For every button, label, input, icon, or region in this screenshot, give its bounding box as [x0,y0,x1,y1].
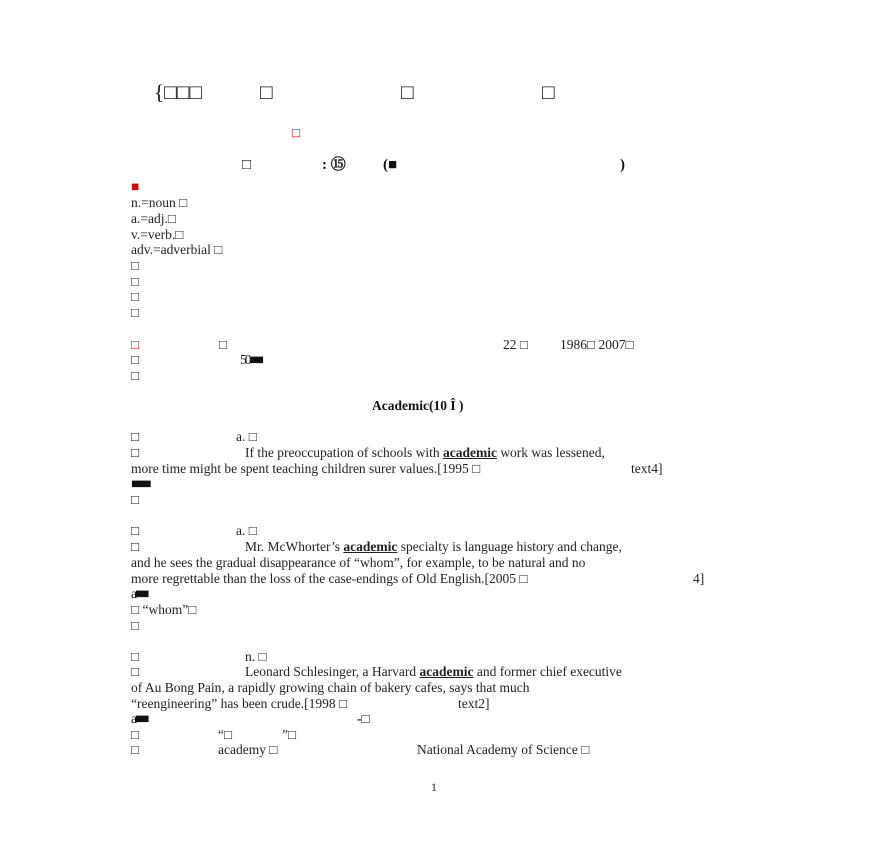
note-national-academy: National Academy of Science □ [417,742,590,757]
translation-label: ■■■ [131,476,150,491]
example-line: of Au Bong Pain, a rapidly growing chain of bakery cafes, says that much [131,680,530,695]
example-source: text4] [631,461,663,476]
section-heading: Academic(10 Î ) [372,398,464,413]
example-text: Leonard Schlesinger, a Harvard [245,664,420,679]
example-source: text2] [458,696,490,711]
blank-mark: □ [131,258,140,273]
abbr-noun: n.=noun □ [131,195,188,210]
title-part-d: ) [620,157,625,173]
note-mark: □ [131,742,140,757]
example-line: more time might be spent teaching children surer values.[1995 □ [131,461,481,476]
abbr-adj: a.=adj.□ [131,211,177,226]
entry-pos: a. □ [236,429,257,444]
header-mark: □ [401,80,414,104]
blank-mark: □ [131,289,140,304]
example-mark: □ [131,539,140,554]
intro-years: 1986□ 2007□ [560,337,634,352]
example-line: “reengineering” has been crude.[1998 □ [131,696,348,711]
note-quote-open: “□ [218,727,233,742]
example-text: work was lessened, [496,445,605,460]
entry-mark: □ [131,649,140,664]
example-line: more regrettable than the loss of the case-endings of Old English.[2005 □ [131,571,528,586]
legend-mark: ■ [131,179,140,194]
keyword: academic [442,445,497,460]
note-quote-close: ”□ [282,727,297,742]
intro-text: □ [219,337,228,352]
keyword: academic [419,664,474,679]
note-mark: □ [131,492,140,507]
header-mark-red: □ [260,80,273,104]
note-text: □ “whom”□ [131,602,197,617]
example-sentence [245,664,622,680]
note-academy: academy □ [218,742,278,757]
intro-count: 22 □ [503,337,529,352]
abbr-adverbial: adv.=adverbial □ [131,242,223,257]
subtitle-mark: □ [292,125,301,140]
note-mark: □ [131,727,140,742]
blank-mark: □ [131,274,140,289]
title-part-a: □ [242,157,252,173]
entry-pos: n. □ [245,649,267,664]
entry-mark: □ [131,429,140,444]
example-source: 4] [693,571,705,586]
example-text: and former chief executive [473,664,622,679]
example-text: Mr. McWhorter’s [245,539,344,554]
example-text: If the preoccupation of schools with [245,445,443,460]
translation-label: a■■ [131,711,148,726]
entry-mark: □ [131,523,140,538]
example-sentence [245,445,605,461]
title-part-c: (■ [383,157,398,173]
example-mark: □ [131,664,140,679]
header-mark-red-2: □ [542,80,555,104]
translation-label: a■■ [131,586,148,601]
intro-mark: □ [131,337,140,352]
keyword: academic [343,539,398,554]
entry-pos: a. □ [236,523,257,538]
note-mark: □ [131,618,140,633]
intro-number: 50■■ [240,352,262,367]
example-line: and he sees the gradual disappearance of “whom”, for example, to be natural and no [131,555,586,570]
blank-mark: □ [131,305,140,320]
page-number: 1 [431,780,437,794]
intro-mark-3: □ [131,368,140,383]
intro-mark-2: □ [131,352,140,367]
example-mark: □ [131,445,140,460]
title-part-b: : ⑮ [322,157,346,173]
example-sentence [245,539,622,555]
header-title: {□□□ [154,80,203,104]
abbr-verb: v.=verb.□ [131,227,184,242]
translation-text: -□ [357,711,370,726]
example-text: specialty is language history and change, [397,539,622,554]
